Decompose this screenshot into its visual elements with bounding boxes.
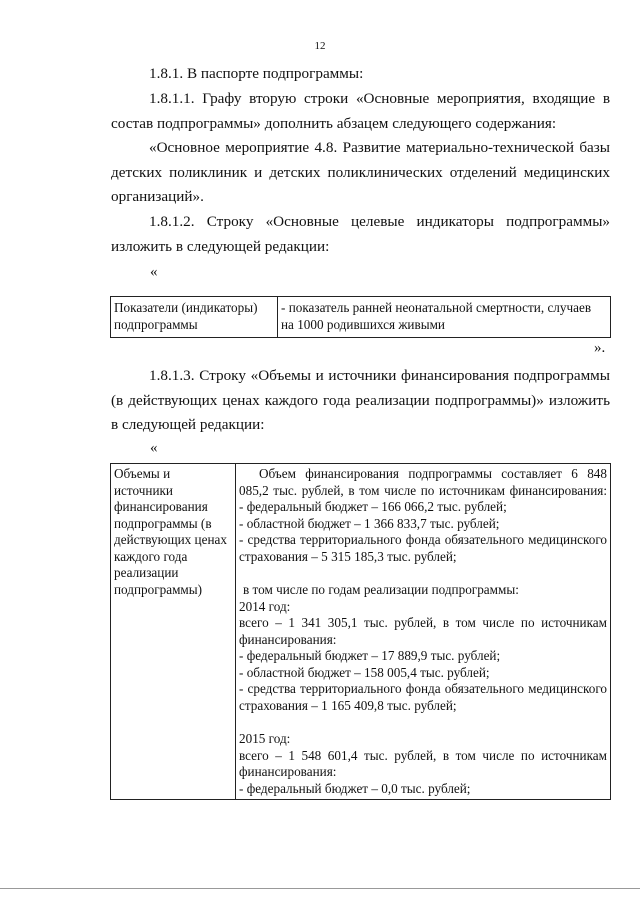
financing-table (110, 463, 611, 800)
financing-line: - областной бюджет – 1 366 833,7 тыс. рублей; (239, 515, 500, 531)
financing-line: всего – 1 341 305,1 тыс. рублей, в том числе по источникам финансирования: (239, 615, 607, 647)
opening-quote-1: « (150, 264, 158, 280)
paragraph-1-8-1-1: 1.8.1.1. Графу вторую строки «Основные мероприятия, входящие в состав подпрограммы» дополнить абзацем следующего содержания: (111, 90, 610, 132)
page-bottom-edge (0, 888, 640, 889)
financing-line: Объем финансирования подпрограммы составляет 6 848 085,2 тыс. рублей, в том числе по источникам финансирования: (239, 466, 607, 498)
financing-line: в том числе по годам реализации подпрограммы: (243, 582, 519, 597)
indicators-value-cell: - показатель ранней неонатальной смертности, случаев на 1000 родившихся живыми (278, 297, 611, 338)
financing-line: - областной бюджет – 158 005,4 тыс. рублей; (239, 664, 490, 680)
paragraph-main-event-4-8: «Основное мероприятие 4.8. Развитие материально-технической базы детских поликлиник и детских поликлинических отделений медицинских организаций». (111, 139, 610, 205)
paragraph-1-8-1-2: 1.8.1.2. Строку «Основные целевые индикаторы подпрограммы» изложить в следующей редакции: (111, 213, 610, 255)
paragraph-1-8-1: 1.8.1. В паспорте подпрограммы: (149, 65, 364, 82)
closing-quote-1: ». (594, 340, 606, 356)
indicators-label-cell: Показатели (индикаторы) подпрограммы (111, 297, 278, 338)
table-row (111, 464, 611, 800)
financing-label-cell: Объемы и источники финансирования подпрограммы (в действующих ценах каждого года реализации подпрограммы) (111, 464, 236, 800)
financing-line: 2014 год: (239, 598, 291, 614)
financing-value-cell (236, 464, 611, 800)
financing-line: всего – 1 548 601,4 тыс. рублей, в том числе по источникам финансирования: (239, 747, 607, 779)
financing-line: 2015 год: (239, 731, 291, 746)
financing-line: - средства территориального фонда обязательного медицинского страхования – 1 165 409,8 тыс. рублей; (239, 681, 607, 713)
financing-line: - федеральный бюджет – 0,0 тыс. рублей; (239, 780, 471, 796)
financing-line: - федеральный бюджет – 166 066,2 тыс. рублей; (239, 499, 507, 514)
page-number: 12 (314, 40, 326, 52)
financing-line: - средства территориального фонда обязательного медицинского страхования – 5 315 185,3 тыс. рублей; (239, 532, 607, 564)
table-row (111, 297, 611, 338)
indicators-table (110, 296, 611, 338)
paragraph-1-8-1-3: 1.8.1.3. Строку «Объемы и источники финансирования подпрограммы (в действующих ценах каждого года реализации подпрограммы)» изложить в следующей редакции: (111, 367, 610, 433)
opening-quote-2: « (150, 440, 158, 456)
financing-line: - федеральный бюджет – 17 889,9 тыс. рублей; (239, 648, 501, 663)
